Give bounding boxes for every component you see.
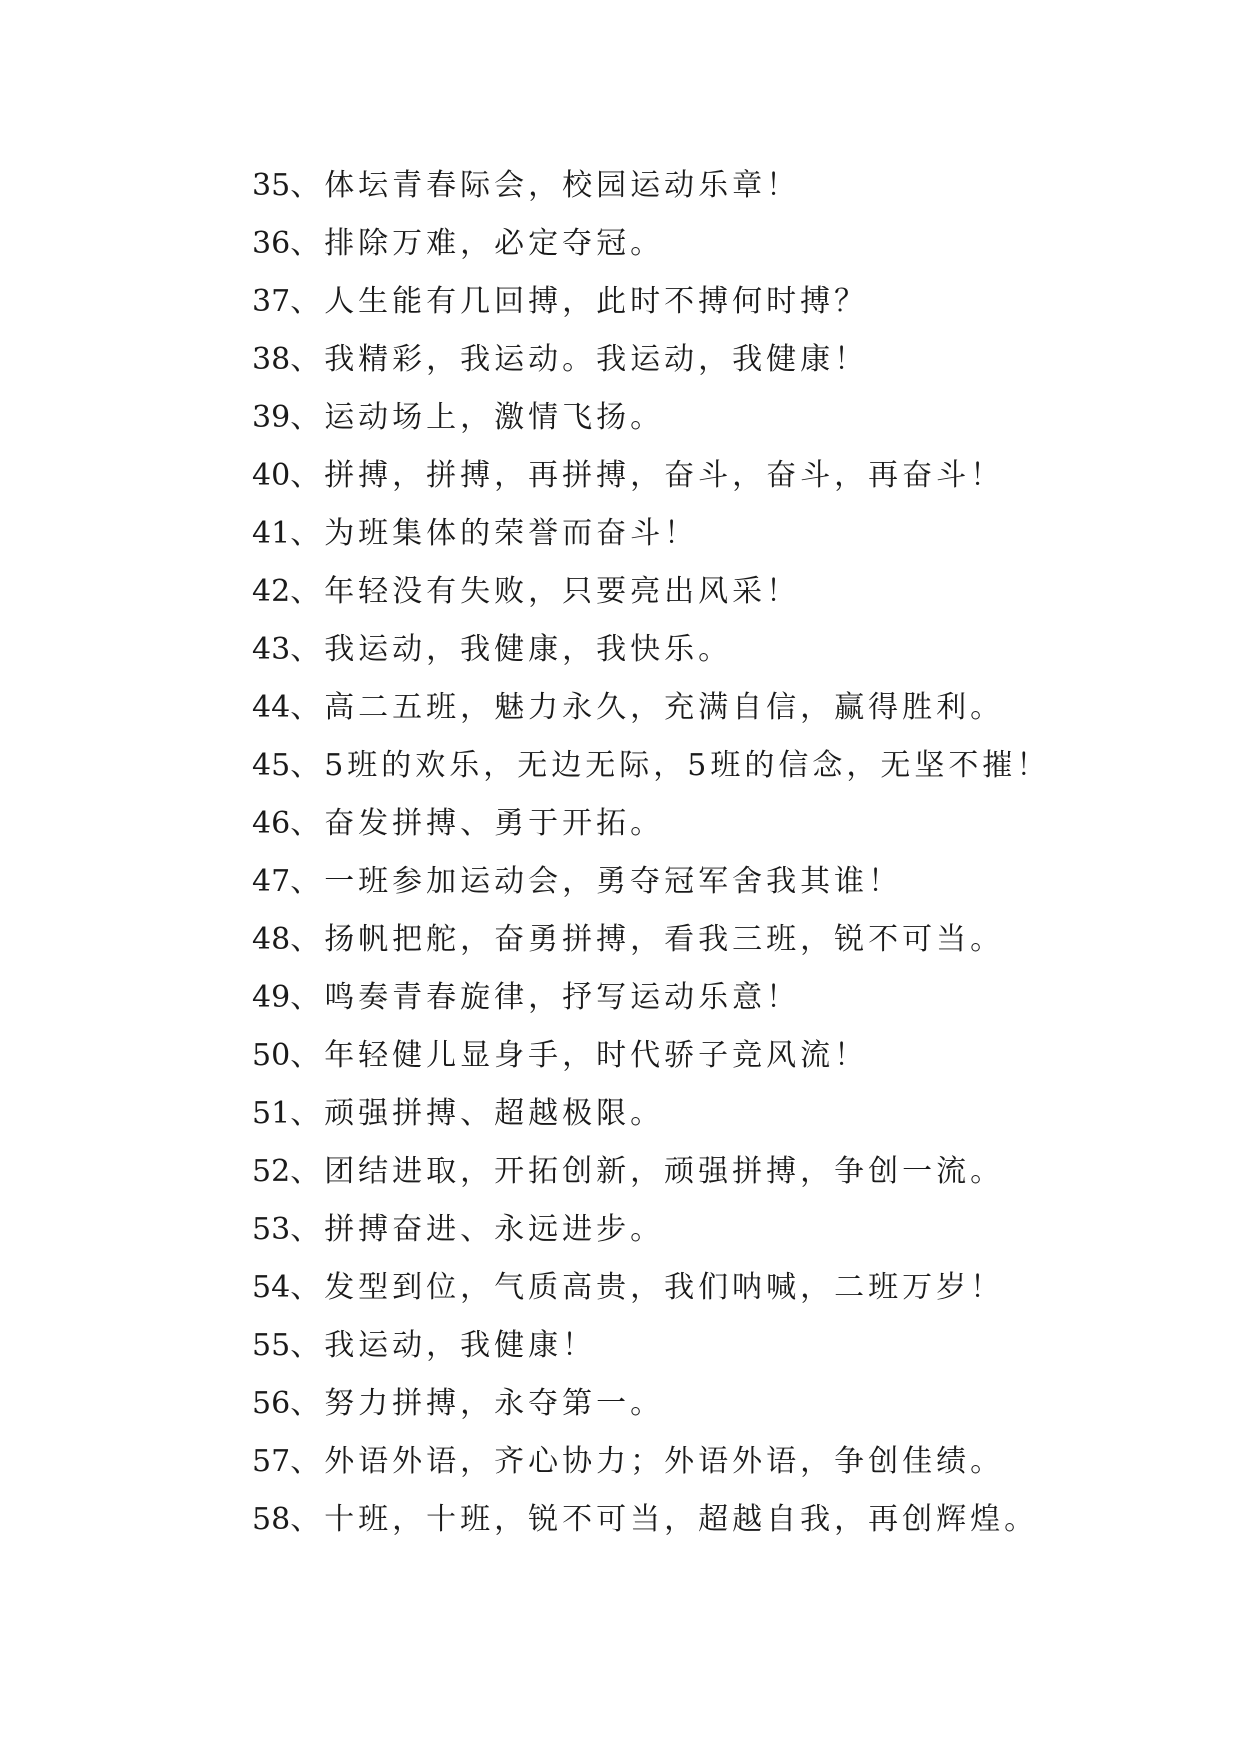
list-item xyxy=(252,1317,1152,1375)
list-item xyxy=(252,331,1152,389)
item-number: 44 xyxy=(252,690,291,725)
item-number: 49 xyxy=(252,980,291,1015)
item-number: 45 xyxy=(252,748,291,783)
list-item xyxy=(252,447,1152,505)
item-text: 我运动，我健康，我快乐。 xyxy=(324,632,733,667)
item-number: 50 xyxy=(252,1038,291,1073)
list-item xyxy=(252,1085,1152,1143)
item-number: 57 xyxy=(252,1444,291,1479)
item-separator: 、 xyxy=(290,400,325,435)
item-separator: 、 xyxy=(290,690,325,725)
item-text: 高二五班，魅力永久，充满自信，赢得胜利。 xyxy=(324,690,1005,725)
item-text: 努力拼搏，永夺第一。 xyxy=(324,1386,665,1421)
item-text: 十班，十班，锐不可当，超越自我，再创辉煌。 xyxy=(324,1502,1039,1537)
item-number: 53 xyxy=(252,1212,291,1247)
item-separator: 、 xyxy=(290,168,325,203)
item-separator: 、 xyxy=(290,806,325,841)
item-separator: 、 xyxy=(290,1328,325,1363)
item-text: 我精彩，我运动。我运动，我健康！ xyxy=(324,342,869,377)
item-text: 5班的欢乐，无边无际，5班的信念，无坚不摧！ xyxy=(324,748,1051,783)
list-item xyxy=(252,795,1152,853)
item-number: 46 xyxy=(252,806,291,841)
item-text: 年轻健儿显身手，时代骄子竞风流！ xyxy=(324,1038,869,1073)
list-item xyxy=(252,1433,1152,1491)
list-item xyxy=(252,1201,1152,1259)
item-text: 人生能有几回搏，此时不搏何时搏？ xyxy=(324,284,869,319)
item-separator: 、 xyxy=(290,632,325,667)
item-text: 排除万难，必定夺冠。 xyxy=(324,226,665,261)
item-text: 运动场上，激情飞扬。 xyxy=(324,400,665,435)
item-text: 年轻没有失败，只要亮出风采！ xyxy=(324,574,801,609)
list-item xyxy=(252,505,1152,563)
item-text: 团结进取，开拓创新，顽强拼搏，争创一流。 xyxy=(324,1154,1005,1189)
item-number: 37 xyxy=(252,284,291,319)
item-number: 38 xyxy=(252,342,291,377)
list-item xyxy=(252,911,1152,969)
slogan-list xyxy=(252,157,1152,1549)
item-number: 55 xyxy=(252,1328,291,1363)
item-text: 鸣奏青春旋律，抒写运动乐意！ xyxy=(324,980,801,1015)
item-separator: 、 xyxy=(290,516,325,551)
item-separator: 、 xyxy=(290,1386,325,1421)
list-item xyxy=(252,1027,1152,1085)
item-separator: 、 xyxy=(290,864,325,899)
item-separator: 、 xyxy=(290,574,325,609)
list-item xyxy=(252,157,1152,215)
item-text: 为班集体的荣誉而奋斗！ xyxy=(324,516,699,551)
item-number: 58 xyxy=(252,1502,291,1537)
item-separator: 、 xyxy=(290,1154,325,1189)
item-number: 35 xyxy=(252,168,291,203)
item-text: 一班参加运动会，勇夺冠军舍我其谁！ xyxy=(324,864,903,899)
item-text: 体坛青春际会，校园运动乐章！ xyxy=(324,168,801,203)
item-separator: 、 xyxy=(290,980,325,1015)
item-separator: 、 xyxy=(290,1096,325,1131)
item-number: 47 xyxy=(252,864,291,899)
list-item xyxy=(252,215,1152,273)
item-number: 51 xyxy=(252,1096,291,1131)
item-separator: 、 xyxy=(290,226,325,261)
list-item xyxy=(252,679,1152,737)
list-item xyxy=(252,853,1152,911)
item-text: 我运动，我健康！ xyxy=(324,1328,597,1363)
list-item xyxy=(252,273,1152,331)
item-separator: 、 xyxy=(290,342,325,377)
item-separator: 、 xyxy=(290,748,325,783)
item-text: 发型到位，气质高贵，我们呐喊，二班万岁！ xyxy=(324,1270,1005,1305)
item-text: 扬帆把舵，奋勇拼搏，看我三班，锐不可当。 xyxy=(324,922,1005,957)
item-separator: 、 xyxy=(290,1502,325,1537)
list-item xyxy=(252,1143,1152,1201)
list-item xyxy=(252,737,1152,795)
item-number: 43 xyxy=(252,632,291,667)
list-item xyxy=(252,1491,1152,1549)
list-item xyxy=(252,621,1152,679)
item-text: 拼搏奋进、永远进步。 xyxy=(324,1212,665,1247)
item-separator: 、 xyxy=(290,922,325,957)
list-item xyxy=(252,969,1152,1027)
item-separator: 、 xyxy=(290,1038,325,1073)
item-number: 48 xyxy=(252,922,291,957)
item-separator: 、 xyxy=(290,1444,325,1479)
item-number: 56 xyxy=(252,1386,291,1421)
item-number: 41 xyxy=(252,516,291,551)
item-text: 拼搏，拼搏，再拼搏，奋斗，奋斗，再奋斗！ xyxy=(324,458,1005,493)
item-text: 顽强拼搏、超越极限。 xyxy=(324,1096,665,1131)
list-item xyxy=(252,1259,1152,1317)
item-number: 52 xyxy=(252,1154,291,1189)
list-item xyxy=(252,1375,1152,1433)
item-number: 54 xyxy=(252,1270,291,1305)
item-number: 40 xyxy=(252,458,291,493)
item-text: 奋发拼搏、勇于开拓。 xyxy=(324,806,665,841)
item-number: 36 xyxy=(252,226,291,261)
item-separator: 、 xyxy=(290,1270,325,1305)
item-number: 42 xyxy=(252,574,291,609)
list-item xyxy=(252,389,1152,447)
list-item xyxy=(252,563,1152,621)
item-separator: 、 xyxy=(290,458,325,493)
item-number: 39 xyxy=(252,400,291,435)
item-separator: 、 xyxy=(290,1212,325,1247)
item-separator: 、 xyxy=(290,284,325,319)
item-text: 外语外语，齐心协力；外语外语，争创佳绩。 xyxy=(324,1444,1005,1479)
